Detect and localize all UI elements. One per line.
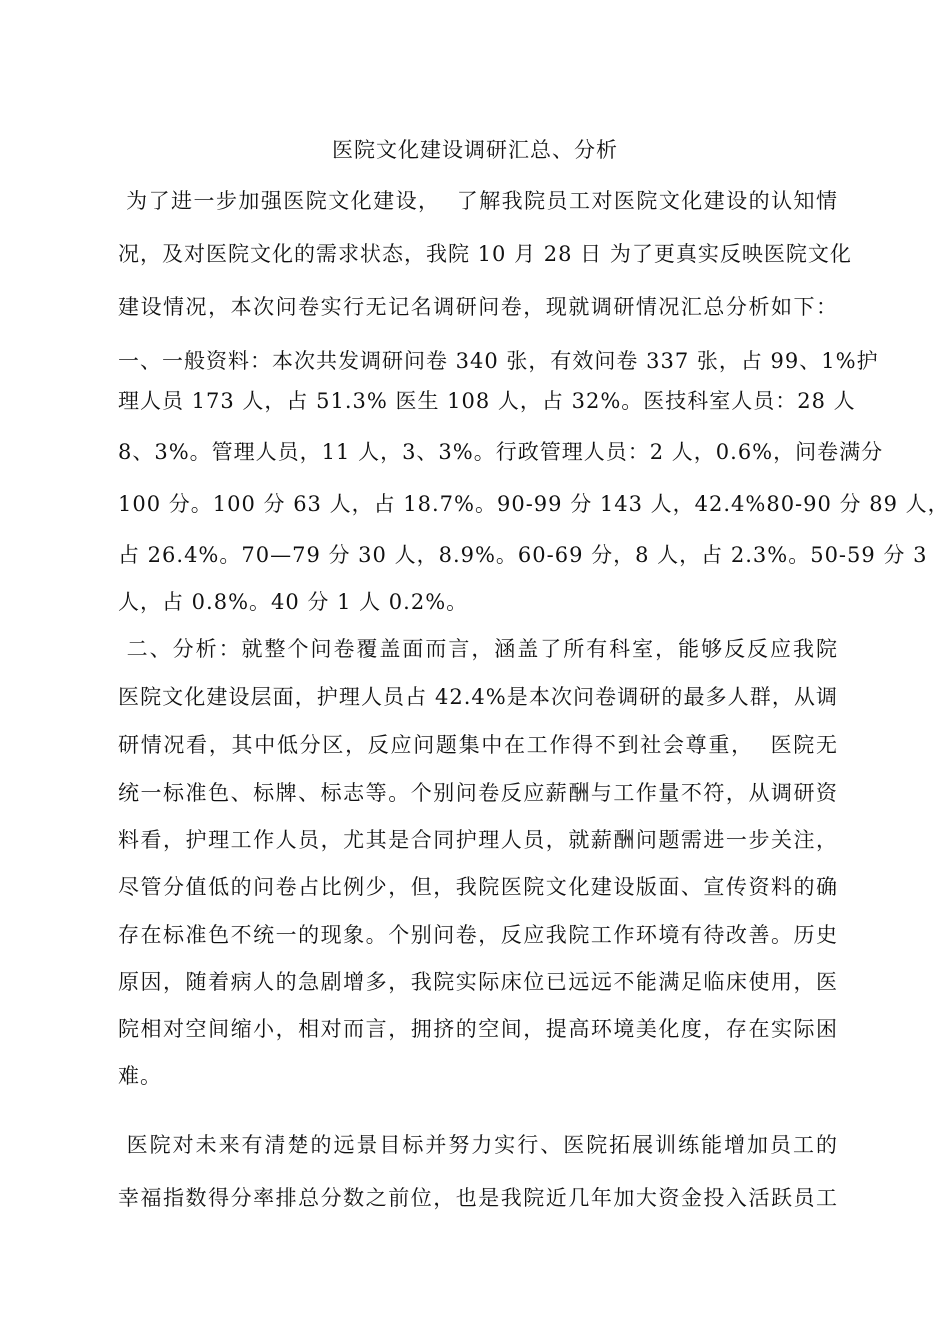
text-line: 二、分析：就整个问卷覆盖面而言，涵盖了所有科室，能够反反应我院 (118, 637, 838, 661)
text-line: 院相对空间缩小，相对而言，拥挤的空间，提高环境美化度，存在实际困 (118, 1017, 838, 1041)
text-line: 况，及对医院文化的需求状态，我院 10 月 28 日 为了更真实反映医院文化 (118, 242, 852, 266)
text-line: 尽管分值低的问卷占比例少，但，我院医院文化建设版面、宣传资料的确 (118, 875, 838, 899)
text-line: 难。 (118, 1064, 162, 1088)
text-line: 一、一般资料：本次共发调研问卷 340 张，有效问卷 337 张，占 99、1%护 (118, 349, 879, 373)
text-line: 占 26.4%。70—79 分 30 人，8.9%。60-69 分，8 人，占 2.3%。50-59 分 3 (118, 543, 928, 567)
text-line: 统一标准色、标牌、标志等。个别问卷反应薪酬与工作量不符，从调研资 (118, 781, 838, 805)
text-line: 存在标准色不统一的现象。个别问卷，反应我院工作环境有待改善。历史 (118, 923, 838, 947)
document-title: 医院文化建设调研汇总、分析 (332, 138, 618, 162)
text-line: 研情况看，其中低分区，反应问题集中在工作得不到社会尊重， 医院无 (118, 733, 838, 757)
text-line: 理人员 173 人，占 51.3% 医生 108 人，占 32%。医技科室人员：28 人 (118, 389, 856, 413)
text-line: 人，占 0.8%。40 分 1 人 0.2%。 (118, 590, 469, 614)
text-line: 幸福指数得分率排总分数之前位，也是我院近几年加大资金投入活跃员工 (118, 1186, 838, 1210)
text-line: 建设情况，本次问卷实行无记名调研问卷，现就调研情况汇总分析如下： (118, 295, 838, 319)
text-line: 100 分。100 分 63 人，占 18.7%。90-99 分 143 人，42.4%80-90 分 89 人， (118, 492, 950, 516)
text-line: 料看，护理工作人员，尤其是合同护理人员，就薪酬问题需进一步关注， (118, 828, 838, 852)
text-line: 8、3%。管理人员，11 人，3、3%。行政管理人员：2 人，0.6%，问卷满分 (118, 440, 884, 464)
text-line: 医院对未来有清楚的远景目标并努力实行、医院拓展训练能增加员工的 (118, 1133, 838, 1157)
text-line: 为了进一步加强医院文化建设， 了解我院员工对医院文化建设的认知情 (118, 189, 838, 213)
text-line: 原因，随着病人的急剧增多，我院实际床位已远远不能满足临床使用，医 (118, 970, 838, 994)
text-line: 医院文化建设层面，护理人员占 42.4%是本次问卷调研的最多人群，从调 (118, 685, 838, 709)
